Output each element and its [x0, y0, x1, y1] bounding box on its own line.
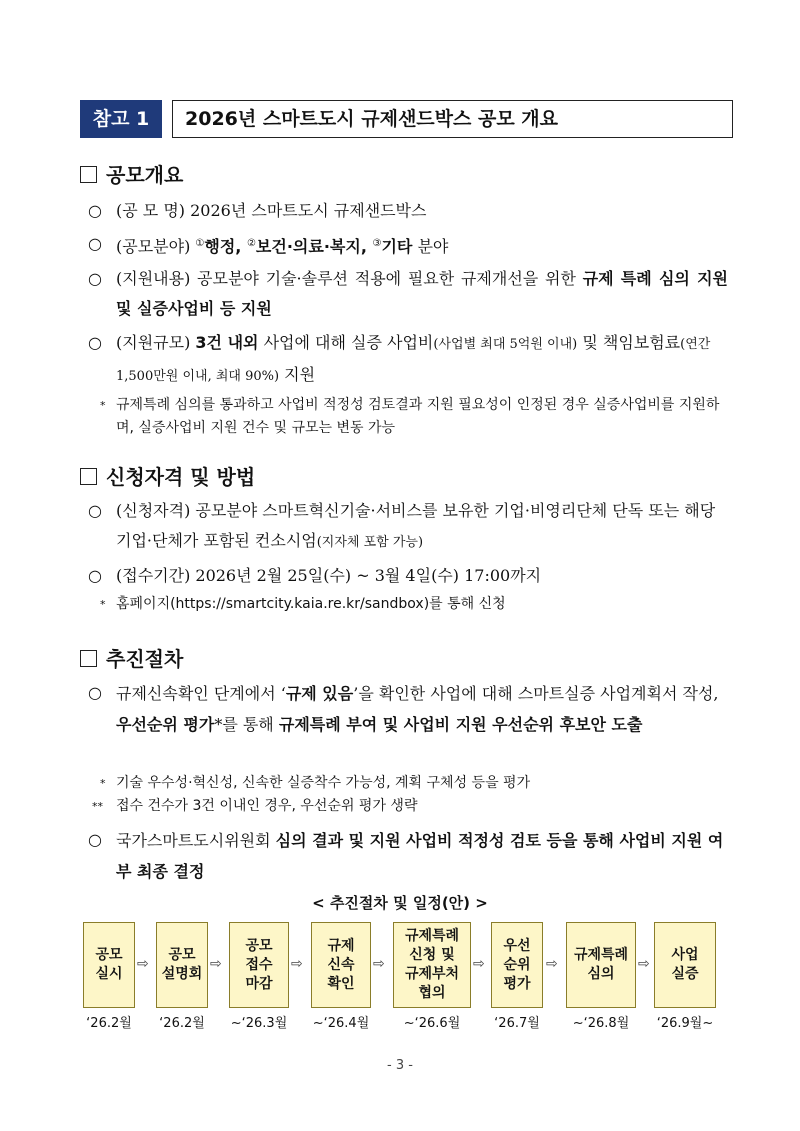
- flow-title: < 추진절차 및 일정(안) >: [312, 894, 488, 912]
- flow-date: ‘26.9월~: [656, 1016, 714, 1031]
- right-arrow-icon: ⇨: [210, 956, 222, 972]
- footnote: ** 접수 건수가 3건 이내인 경우, 우선순위 평가 생략: [92, 795, 717, 818]
- double-asterisk-icon: **: [92, 800, 103, 813]
- circle-bullet-icon: ○: [88, 201, 102, 220]
- asterisk-icon: *: [100, 777, 106, 790]
- flow-date: ~‘26.6월: [403, 1016, 461, 1031]
- title-bar: [80, 100, 721, 138]
- flow-date: ~‘26.8월: [572, 1016, 630, 1031]
- flow-step: 규제특례 신청 및 규제부처 협의: [393, 922, 471, 1008]
- list-item: ○ (공모분야) ①행정, ②보건·의료·복지, ③기타 분야: [88, 229, 728, 262]
- flow-date: ~‘26.3월: [230, 1016, 288, 1031]
- flow-step: 우선 순위 평가: [491, 922, 543, 1008]
- footnote: * 기술 우수성·혁신성, 신속한 실증착수 가능성, 계획 구체성 등을 평가: [100, 772, 725, 795]
- circle-bullet-icon: ○: [88, 683, 102, 702]
- checkbox-square-icon: [80, 650, 97, 667]
- footnote: * 규제특례 심의를 통과하고 사업비 적정성 검토결과 지원 필요성이 인정된 경우 실증사업비를 지원하며, 실증사업비 지원 건수 및 규모는 변동 가능: [100, 394, 725, 440]
- right-arrow-icon: ⇨: [291, 956, 303, 972]
- circle-bullet-icon: ○: [88, 566, 102, 585]
- list-item: ○ (공 모 명) 2026년 스마트도시 규제샌드박스: [88, 196, 728, 226]
- right-arrow-icon: ⇨: [137, 956, 149, 972]
- circle-bullet-icon: ○: [88, 333, 102, 352]
- list-item: ○ 규제신속확인 단계에서 ‘규제 있음’을 확인한 사업에 대해 스마트실증 사업계획서 작성, 우선순위 평가*를 통해 규제특례 부여 및 사업비 지원 우선순위 후보안 도출: [88, 678, 728, 740]
- section-heading-procedure: 추진절차: [80, 646, 183, 672]
- flow-step: 규제특례 심의: [566, 922, 636, 1008]
- page-number: - 3 -: [387, 1058, 413, 1073]
- flow-step: 공모 실시: [83, 922, 135, 1008]
- section-heading-eligibility: 신청자격 및 방법: [80, 464, 255, 490]
- right-arrow-icon: ⇨: [473, 956, 485, 972]
- checkbox-square-icon: [80, 166, 97, 183]
- list-item: ○ 국가스마트도시위원회 심의 결과 및 지원 사업비 적정성 검토 등을 통해 사업비 지원 여부 최종 결정: [88, 825, 728, 887]
- flow-date: ‘26.7월: [494, 1016, 540, 1031]
- right-arrow-icon: ⇨: [638, 956, 650, 972]
- reference-tag: 참고 1: [80, 100, 162, 138]
- page-title: 2026년 스마트도시 규제샌드박스 공모 개요: [172, 100, 733, 138]
- section-heading-overview: 공모개요: [80, 162, 183, 188]
- right-arrow-icon: ⇨: [373, 956, 385, 972]
- flow-date: ‘26.2월: [159, 1016, 205, 1031]
- circle-bullet-icon: ○: [88, 830, 102, 849]
- circle-bullet-icon: ○: [88, 234, 102, 253]
- right-arrow-icon: ⇨: [546, 956, 558, 972]
- list-item: ○ (접수기간) 2026년 2월 25일(수) ~ 3월 4일(수) 17:00까지: [88, 561, 728, 591]
- flow-date: ~‘26.4월: [312, 1016, 370, 1031]
- checkbox-square-icon: [80, 468, 97, 485]
- circle-bullet-icon: ○: [88, 501, 102, 520]
- footnote: * 홈페이지(https://smartcity.kaia.re.kr/sandbox)를 통해 신청: [100, 593, 725, 616]
- list-item: ○ (지원내용) 공모분야 기술·솔루션 적용에 필요한 규제개선을 위한 규제 특례 심의 지원 및 실증사업비 등 지원: [88, 264, 728, 324]
- flow-date: ‘26.2월: [86, 1016, 132, 1031]
- flow-step: 사업 실증: [654, 922, 716, 1008]
- asterisk-icon: *: [100, 399, 106, 412]
- flow-step: 공모 설명회: [156, 922, 208, 1008]
- asterisk-icon: *: [100, 598, 106, 611]
- circle-bullet-icon: ○: [88, 269, 102, 288]
- list-item: ○ (지원규모) 3건 내외 사업에 대해 실증 사업비(사업별 최대 5억원 이내) 및 책임보험료(연간 1,500만원 이내, 최대 90%) 지원: [88, 328, 728, 392]
- flow-step: 규제 신속 확인: [311, 922, 371, 1008]
- list-item: ○ (신청자격) 공모분야 스마트혁신기술·서비스를 보유한 기업·비영리단체 단독 또는 해당 기업·단체가 포함된 컨소시엄(지자체 포함 가능): [88, 496, 728, 558]
- flow-step: 공모 접수 마감: [229, 922, 289, 1008]
